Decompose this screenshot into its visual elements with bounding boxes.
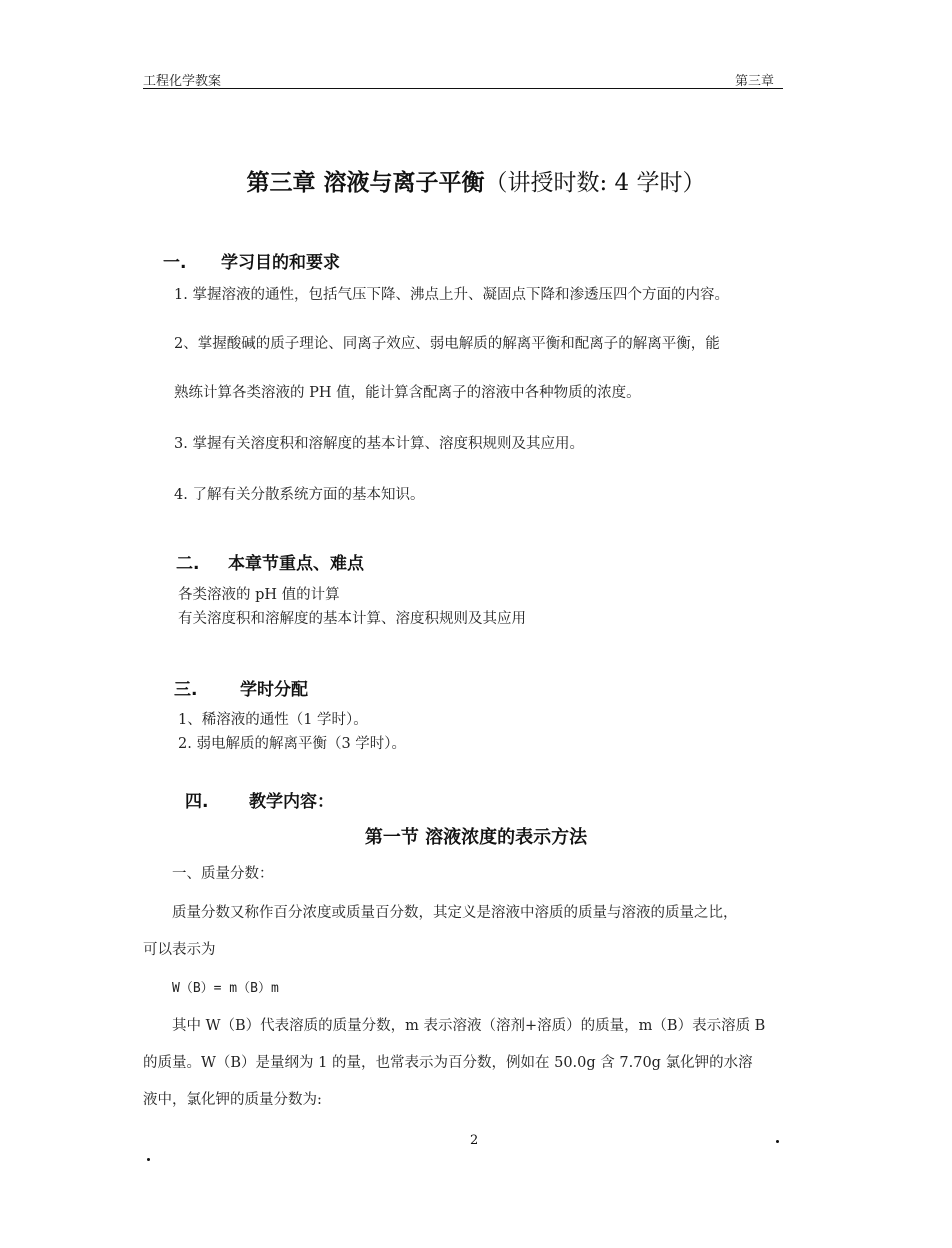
header-right: 第三章 [735, 74, 775, 89]
keypoint-1: 各类溶液的 pH 值的计算 [178, 587, 340, 603]
section-4-heading [185, 787, 334, 812]
section-3-title: 学时分配 [240, 680, 308, 700]
objective-2: 2、掌握酸碱的质子理论、同离子效应、弱电解质的解离平衡和配离子的解离平衡，能 [174, 336, 720, 352]
section-2-title: 本章节重点、难点 [228, 554, 364, 574]
section-3-heading [174, 675, 308, 700]
objective-4: 4. 了解有关分散系统方面的基本知识。 [174, 487, 425, 503]
para2-line1: 其中 W（B）代表溶质的质量分数，m 表示溶液（溶剂+溶质）的质量，m（B）表示溶质 B [172, 1018, 766, 1034]
section-2-heading [176, 549, 364, 574]
para1-line2: 可以表示为 [143, 942, 216, 958]
para1-line1: 质量分数又称作百分浓度或质量百分数，其定义是溶液中溶质的质量与溶液的质量之比， [172, 905, 738, 921]
footer-dot-right [776, 1140, 779, 1143]
section-4-number: 四. [185, 792, 209, 812]
item-mass-fraction: 一、质量分数： [172, 866, 274, 882]
section-1-number: 一. [163, 253, 187, 273]
footer-dot-left [147, 1158, 150, 1161]
para2-line2: 的质量。W（B）是量纲为 1 的量，也常表示为百分数，例如在 50.0g 含 7.70g 氯化钾的水溶 [143, 1055, 753, 1071]
formula: W（B）= m（B）m [172, 981, 279, 996]
subsection-title: 第一节 溶液浓度的表示方法 [364, 827, 588, 848]
page-number: 2 [470, 1133, 479, 1148]
objective-2-cont: 熟练计算各类溶液的 PH 值，能计算含配离子的溶液中各种物质的浓度。 [174, 385, 641, 401]
section-1-title: 学习目的和要求 [221, 253, 340, 273]
chapter-title-main: 第三章 溶液与离子平衡 [246, 170, 485, 196]
hours-item-2: 2. 弱电解质的解离平衡（3 学时）。 [178, 736, 407, 752]
section-3-number: 三. [174, 680, 198, 700]
keypoint-2: 有关溶度积和溶解度的基本计算、溶度积规则及其应用 [178, 611, 526, 627]
section-2-number: 二. [176, 554, 200, 574]
objective-1: 1. 掌握溶液的通性，包括气压下降、沸点上升、凝固点下降和渗透压四个方面的内容。 [174, 287, 729, 303]
chapter-title [0, 164, 952, 197]
section-4-title: 教学内容： [249, 792, 334, 812]
header-rule [143, 88, 783, 89]
hours-item-1: 1、稀溶液的通性（1 学时）。 [178, 712, 368, 728]
header-left: 工程化学教案 [143, 74, 222, 89]
section-1-heading [163, 248, 340, 273]
chapter-title-hours: （讲授时数: 4 学时） [484, 170, 706, 196]
objective-3: 3. 掌握有关溶度积和溶解度的基本计算、溶度积规则及其应用。 [174, 436, 584, 452]
para2-line3: 液中，氯化钾的质量分数为: [143, 1092, 322, 1108]
